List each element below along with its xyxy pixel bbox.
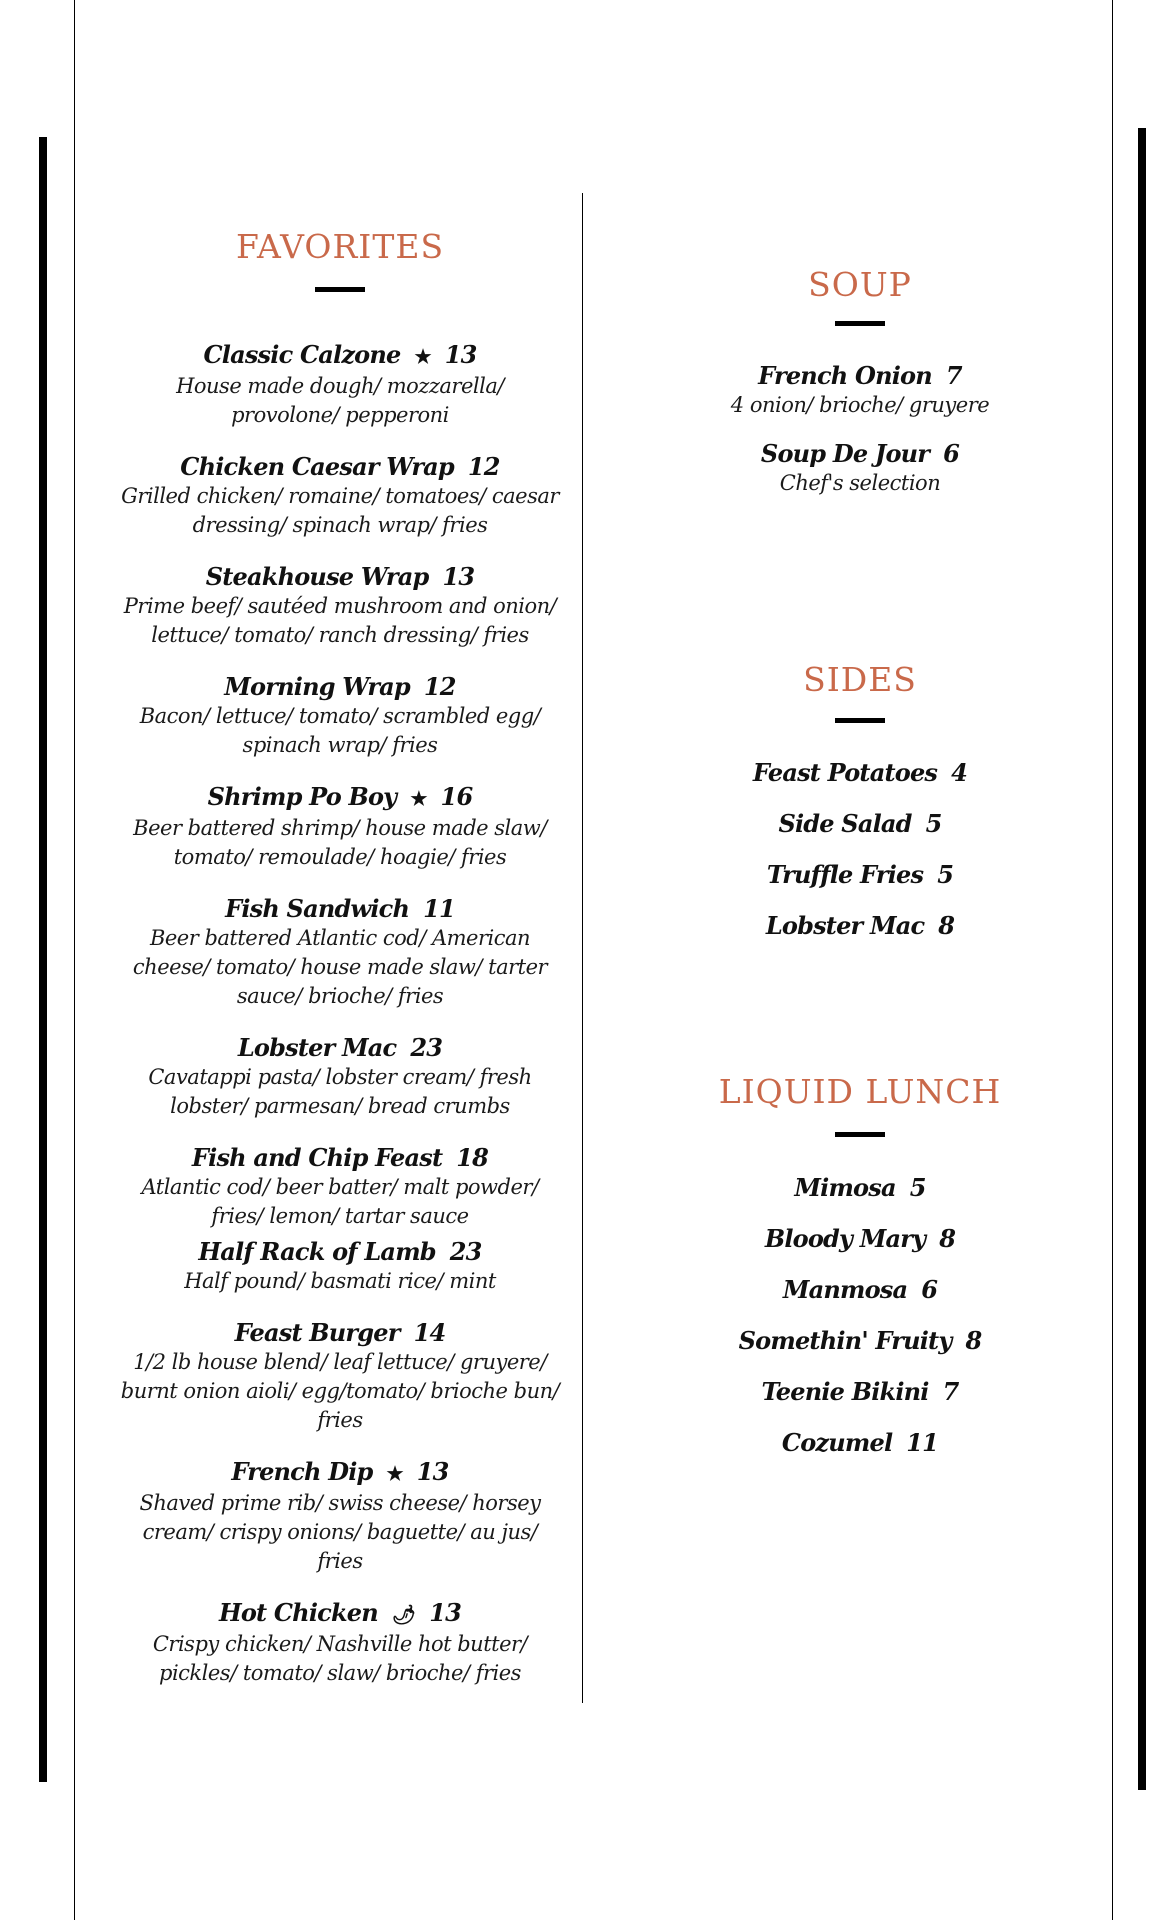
menu-item-teenie-bikini [700,1377,1020,1407]
menu-item-name: French Dip [231,1457,373,1486]
menu-item-name: Steakhouse Wrap [205,562,429,591]
soup-title: SOUP [808,265,912,304]
menu-item-chicken-caesar-wrap [120,452,560,540]
menu-item-name: Feast Burger [234,1318,400,1347]
menu-item-price: 8 [939,1224,956,1253]
menu-item-feast-burger [120,1318,560,1435]
favorites-title: FAVORITES [235,227,445,266]
menu-item-lobster-mac [120,1033,560,1121]
menu-item-price: 14 [413,1318,446,1347]
menu-item-shrimp-po-boy [120,782,560,872]
menu-item-name-line [710,361,1010,391]
menu-item-description: Crispy chicken/ Nashville hot butter/ pickles/ tomato/ slaw/ brioche/ fries [152,1632,528,1685]
menu-item-description: Shaved prime rib/ swiss cheese/ horsey cream/ crispy onions/ baguette/ au jus/ fries [139,1491,541,1573]
menu-item-name: Fish and Chip Feast [191,1143,443,1172]
menu-item-lobster-mac-side [710,911,1010,941]
menu-item-name-line [710,439,1010,469]
menu-item-description: Prime beef/ sautéed mushroom and onion/ lettuce/ tomato/ ranch dressing/ fries [123,594,557,647]
star-icon: ★ [386,1463,403,1485]
menu-item-price: 11 [906,1428,939,1457]
menu-item-fish-sandwich [120,894,560,1011]
menu-item-name-line [120,894,560,924]
menu-item-name-line [120,1598,560,1630]
sides-section [710,660,1010,962]
menu-item-description: Half pound/ basmati rice/ mint [184,1269,496,1293]
menu-item-description: 1/2 lb house blend/ leaf lettuce/ gruyere/ burnt onion aioli/ egg/tomato/ brioche bun/ fries [120,1350,560,1432]
menu-item-price: 11 [423,894,455,923]
menu-item-name: Soup De Jour [760,439,930,468]
menu-item-name: Hot Chicken [218,1598,378,1627]
menu-item-half-rack-of-lamb [120,1237,560,1296]
chili-pepper-icon: 🌶 [391,1604,416,1626]
menu-item-mimosa [700,1173,1020,1203]
frame-left-thin-line [74,0,75,1920]
menu-item-name: Truffle Fries [766,860,924,889]
menu-item-name-line [120,1457,560,1489]
menu-item-name-line [120,1318,560,1348]
menu-item-french-onion [710,361,1010,420]
menu-item-morning-wrap [120,672,560,760]
menu-item-price: 6 [921,1275,938,1304]
menu-item-name-line [120,1033,560,1063]
menu-item-name-line [120,562,560,592]
menu-item-price: 12 [423,672,456,701]
menu-item-name-line [120,672,560,702]
menu-item-price: 23 [449,1237,482,1266]
menu-item-name: Half Rack of Lamb [198,1237,436,1266]
menu-item-bloody-mary [700,1224,1020,1254]
menu-item-manmosa [700,1275,1020,1305]
menu-item-hot-chicken [120,1598,560,1688]
favorites-title-rule [315,287,365,292]
menu-item-price: 13 [442,562,475,591]
menu-item-price: 13 [416,1457,449,1486]
menu-item-name: French Onion [758,361,932,390]
menu-item-price: 6 [943,439,960,468]
menu-item-name-line [120,1237,560,1267]
menu-item-description: Beer battered Atlantic cod/ American cheese/ tomato/ house made slaw/ tarter sauce/ brioche/ fries [132,926,548,1008]
menu-item-description: Beer battered shrimp/ house made slaw/ tomato/ remoulade/ hoagie/ fries [133,816,547,869]
menu-item-side-salad [710,809,1010,839]
menu-item-price: 16 [440,782,473,811]
menu-item-name: Teenie Bikini [761,1377,929,1406]
menu-item-price: 5 [937,860,954,889]
menu-item-name: Classic Calzone [203,340,401,369]
liquid-lunch-section [700,1072,1020,1479]
sides-title: SIDES [803,660,917,699]
menu-item-somethin-fruity [700,1326,1020,1356]
menu-item-price: 18 [456,1143,489,1172]
menu-item-price: 7 [945,361,962,390]
frame-left-thick-bar [39,137,47,1782]
menu-item-description: Grilled chicken/ romaine/ tomatoes/ caesar dressing/ spinach wrap/ fries [121,484,559,537]
menu-item-name: Shrimp Po Boy [207,782,397,811]
menu-item-description: Chef's selection [779,471,941,495]
sides-title-rule [835,718,885,723]
menu-item-price: 4 [951,758,968,787]
menu-item-classic-calzone [120,340,560,430]
menu-item-name: Lobster Mac [237,1033,397,1062]
menu-item-name: Lobster Mac [765,911,925,940]
menu-item-price: 12 [467,452,500,481]
menu-item-name: Side Salad [778,809,912,838]
menu-item-cozumel [700,1428,1020,1458]
menu-item-description: Cavatappi pasta/ lobster cream/ fresh lobster/ parmesan/ bread crumbs [148,1065,532,1118]
menu-item-description: Bacon/ lettuce/ tomato/ scrambled egg/ spinach wrap/ fries [139,704,541,757]
menu-item-name: Fish Sandwich [225,894,410,923]
menu-item-description: 4 onion/ brioche/ gruyere [730,393,990,417]
frame-right-thin-line [1112,0,1113,1920]
menu-item-price: 8 [965,1326,982,1355]
menu-item-price: 5 [909,1173,926,1202]
menu-item-name-line [120,1143,560,1173]
menu-item-price: 23 [410,1033,443,1062]
menu-item-soup-de-jour [710,439,1010,498]
frame-right-thick-bar [1138,128,1146,1790]
menu-item-name-line [120,452,560,482]
menu-item-name: Mimosa [794,1173,896,1202]
menu-item-name: Cozumel [781,1428,893,1457]
menu-item-name: Manmosa [782,1275,908,1304]
menu-item-price: 7 [942,1377,959,1406]
menu-item-name-line [120,782,560,814]
menu-item-steakhouse-wrap [120,562,560,650]
star-icon: ★ [410,788,427,810]
menu-item-price: 8 [938,911,955,940]
menu-item-price: 5 [925,809,942,838]
soup-title-rule [835,321,885,326]
menu-item-name-line [120,340,560,372]
menu-item-name: Bloody Mary [764,1224,926,1253]
menu-item-name: Chicken Caesar Wrap [180,452,454,481]
menu-item-price: 13 [444,340,477,369]
column-divider [582,193,583,1703]
menu-item-name: Morning Wrap [224,672,410,701]
menu-item-feast-potatoes [710,758,1010,788]
soup-section [710,265,1010,517]
menu-item-name: Feast Potatoes [752,758,938,787]
menu-item-fish-and-chip-feast [120,1143,560,1231]
menu-item-french-dip [120,1457,560,1576]
menu-item-price: 13 [429,1598,462,1627]
menu-item-name: Somethin' Fruity [738,1326,952,1355]
menu-item-truffle-fries [710,860,1010,890]
menu-item-description: Atlantic cod/ beer batter/ malt powder/ fries/ lemon/ tartar sauce [141,1175,539,1228]
liquid-lunch-title: LIQUID LUNCH [718,1072,1002,1111]
star-icon: ★ [414,346,431,368]
liquid-lunch-title-rule [835,1132,885,1137]
menu-item-description: House made dough/ mozzarella/ provolone/ pepperoni [176,374,504,427]
favorites-section [120,227,560,1710]
